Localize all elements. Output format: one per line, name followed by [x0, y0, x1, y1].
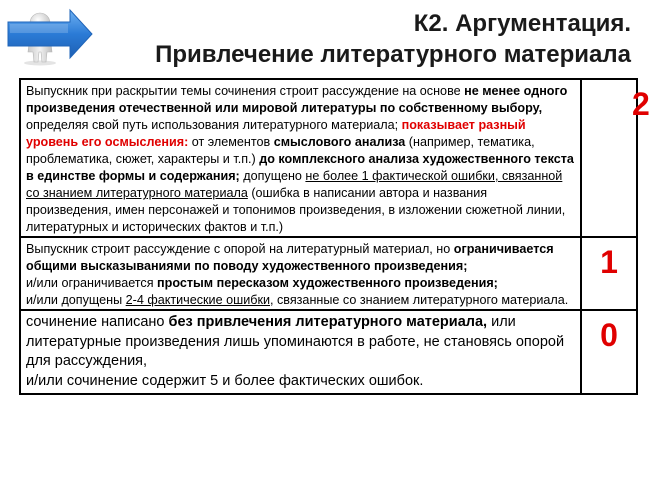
criterion-description: [20, 79, 581, 237]
criterion-text-segment: до комплексного анализа художественного текста в единстве формы и содержания;: [26, 152, 574, 183]
page-title: [71, 8, 631, 70]
criterion-text-segment: не более 1 фактической ошибки, связанной со знанием литературного материала: [26, 169, 563, 200]
criterion-text-segment: определяя свой путь использования литературного материала;: [26, 118, 402, 132]
criterion-text-segment: допущено: [239, 169, 306, 183]
criterion-text-segment: Выпускник при раскрытии темы сочинения строит рассуждение на основе: [26, 84, 465, 98]
score-value: 1: [581, 237, 637, 310]
criterion-text-segment: и/или ограничивается: [26, 276, 158, 290]
criterion-text-segment: 2-4 фактические ошибки: [125, 293, 270, 307]
criterion-description: [20, 237, 581, 310]
criteria-row-0-points: [20, 310, 637, 394]
criterion-text-segment: Выпускник строит рассуждение с опорой на литературный материал, но: [26, 242, 454, 256]
title-line-2: Привлечение литературного материала: [155, 41, 631, 68]
criterion-text-segment: смыслового анализа: [273, 135, 406, 149]
criteria-row-1-point: [20, 237, 637, 310]
criterion-text-segment: (ошибка в написании автора и названия произведения, имен персонажей и топонимов произведения, в изложении сюжетной линии, литературных и исторических фактов и т.п.): [26, 186, 566, 234]
criteria-table: [19, 78, 650, 395]
title-line-1: К2. Аргументация.: [413, 10, 631, 37]
criterion-text-segment: , связанные со знанием литературного материала.: [270, 293, 569, 307]
criterion-text-segment: не менее одного произведения отечественной или мировой литературы по собственному выбору,: [26, 84, 568, 115]
criterion-text-segment: от элементов: [188, 135, 274, 149]
criterion-description: [20, 310, 581, 394]
criterion-text-segment: простым пересказом художественного произведения;: [157, 276, 498, 290]
criterion-text-segment: или литературные произведения лишь упоминаются в работе, не становясь опорой для рассуждения,: [26, 314, 565, 369]
criterion-text-segment: и/или сочинение содержит 5 и более фактических ошибок.: [26, 372, 424, 389]
score-value: 2: [581, 79, 637, 237]
criterion-text-segment: ограничивается общими высказываниями по поводу художественного произведения;: [26, 242, 554, 273]
criterion-text-segment: показывает разный уровень его осмысления:: [26, 118, 526, 149]
criterion-text-segment: сочинение написано: [26, 314, 169, 330]
criterion-text-segment: (например, тематика, проблематика, сюжет, характеры и т.п.): [26, 135, 535, 166]
criteria-row-2-points: [20, 79, 637, 237]
score-value: 0: [581, 310, 637, 394]
criterion-text-segment: и/или допущены: [26, 293, 126, 307]
criterion-text-segment: без привлечения литературного материала,: [168, 314, 488, 330]
